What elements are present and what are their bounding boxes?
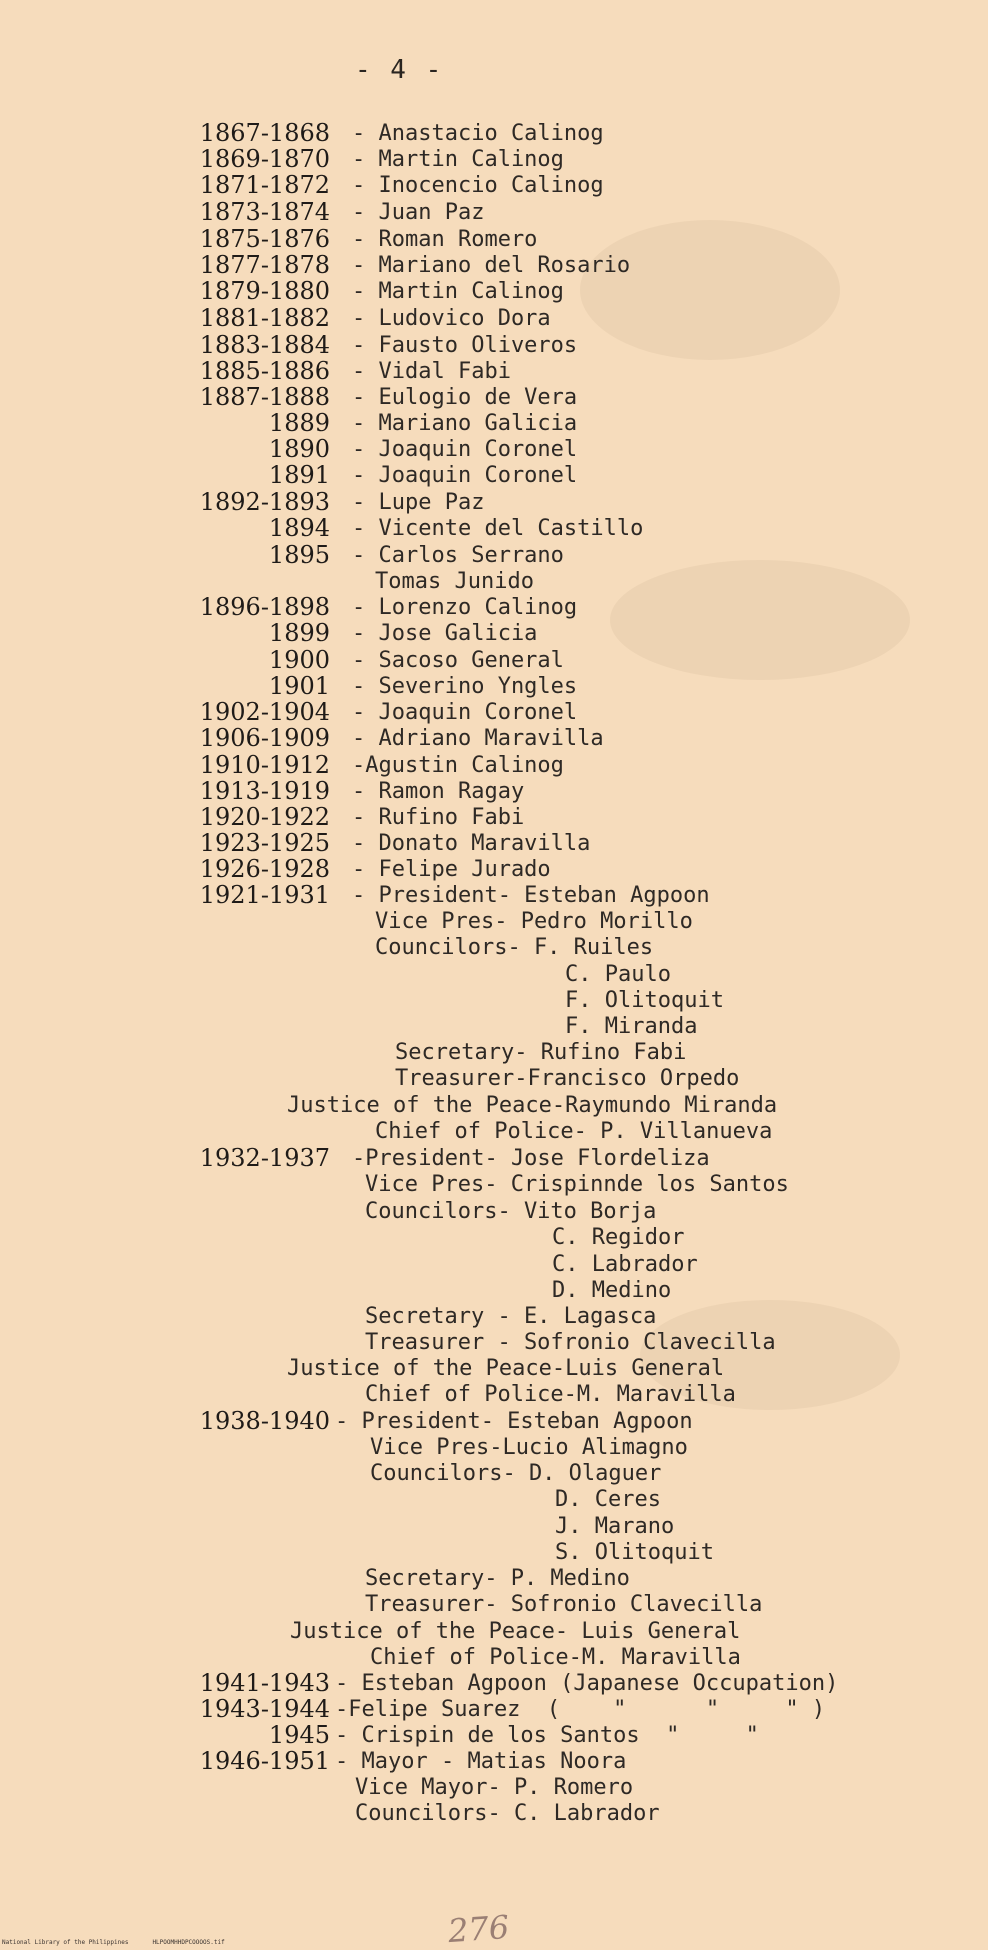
- entry-year: 1871-1872: [199, 171, 330, 199]
- entry-text: D. Ceres: [555, 1487, 661, 1512]
- entry-year: 1921-1931: [199, 881, 330, 909]
- scan-footer: [2, 1939, 249, 1946]
- entry-text: C. Regidor: [552, 1225, 685, 1250]
- entry-year: 1902-1904: [199, 698, 330, 726]
- entry-text: - Anastacio Calinog: [352, 121, 604, 146]
- footer-library: National Library of the Philippines: [2, 1939, 129, 1946]
- entry-text: Chief of Police- P. Villanueva: [375, 1119, 773, 1144]
- entry-text: - Fausto Oliveros: [352, 333, 578, 358]
- entry-text: J. Marano: [555, 1514, 675, 1539]
- entry-year: 1906-1909: [199, 724, 330, 752]
- entry-text: -Agustin Calinog: [352, 753, 564, 778]
- entry-year: 1891: [268, 461, 330, 489]
- entry-text: D. Medino: [552, 1278, 672, 1303]
- ink-bleed: [580, 220, 840, 360]
- entry-year: 1941-1943: [199, 1669, 330, 1697]
- entry-text: Vice Pres- Pedro Morillo: [375, 909, 693, 934]
- entry-year: 1889: [268, 409, 330, 437]
- entry-text: Vice Pres- Crispinnde los Santos: [365, 1172, 789, 1197]
- entry-text: - Sacoso General: [352, 648, 564, 673]
- entry-year: 1879-1880: [199, 277, 330, 305]
- entry-year: 1875-1876: [199, 225, 330, 253]
- entry-year: 1946-1951: [199, 1747, 330, 1775]
- entry-text: F. Olitoquit: [565, 988, 724, 1013]
- entry-text: Vice Pres-Lucio Alimagno: [370, 1435, 688, 1460]
- entry-year: 1926-1928: [199, 855, 330, 883]
- entry-text: - Lupe Paz: [352, 490, 485, 515]
- entry-text: F. Miranda: [565, 1014, 698, 1039]
- entry-year: 1887-1888: [199, 383, 330, 411]
- entry-text: - Jose Galicia: [352, 621, 538, 646]
- entry-text: Councilors- Vito Borja: [365, 1199, 657, 1224]
- entry-text: Secretary- P. Medino: [365, 1566, 630, 1591]
- entry-text: - President- Esteban Agpoon: [352, 883, 710, 908]
- entry-year: 1873-1874: [199, 198, 330, 226]
- entry-year: 1894: [268, 514, 330, 542]
- page-number: - 4 -: [355, 55, 444, 85]
- entry-text: Vice Mayor- P. Romero: [355, 1775, 634, 1800]
- entry-year: 1890: [268, 435, 330, 463]
- entry-year: 1900: [268, 646, 330, 674]
- entry-text: - Roman Romero: [352, 227, 538, 252]
- entry-text: - Lorenzo Calinog: [352, 595, 578, 620]
- entry-text: - Felipe Jurado: [352, 857, 551, 882]
- entry-text: - Mariano del Rosario: [352, 253, 631, 278]
- entry-text: Councilors- F. Ruiles: [375, 935, 654, 960]
- entry-text: - Martin Calinog: [352, 279, 564, 304]
- entry-text: Treasurer- Sofronio Clavecilla: [365, 1592, 763, 1617]
- entry-year: 1932-1937: [199, 1144, 330, 1172]
- entry-text: - Joaquin Coronel: [352, 700, 578, 725]
- entry-text: - Mariano Galicia: [352, 411, 578, 436]
- entry-text: - Joaquin Coronel: [352, 463, 578, 488]
- entry-text: S. Olitoquit: [555, 1540, 714, 1565]
- entry-text: Chief of Police-M. Maravilla: [365, 1382, 736, 1407]
- entry-year: 1885-1886: [199, 357, 330, 385]
- entry-text: Justice of the Peace-Raymundo Miranda: [287, 1093, 778, 1118]
- entry-text: Justice of the Peace- Luis General: [290, 1619, 741, 1644]
- entry-text: - Eulogio de Vera: [352, 385, 578, 410]
- entry-year: 1913-1919: [199, 777, 330, 805]
- entry-year: 1883-1884: [199, 331, 330, 359]
- entry-text: Tomas Junido: [375, 569, 534, 594]
- entry-year: 1945: [268, 1721, 330, 1749]
- entry-year: 1867-1868: [199, 119, 330, 147]
- entry-year: 1920-1922: [199, 803, 330, 831]
- entry-text: C. Paulo: [565, 962, 671, 987]
- entry-text: Secretary- Rufino Fabi: [395, 1040, 687, 1065]
- entry-text: - Carlos Serrano: [352, 543, 564, 568]
- entry-text: - Donato Maravilla: [352, 831, 591, 856]
- entry-text: - Ludovico Dora: [352, 306, 551, 331]
- handwritten-page-number: 276: [446, 1907, 511, 1950]
- entry-text: Secretary - E. Lagasca: [365, 1304, 657, 1329]
- entry-year: 1923-1925: [199, 829, 330, 857]
- footer-file: HLPOOMHHDPCOOOOS.tif: [152, 1939, 225, 1946]
- entry-year: 1938-1940: [199, 1407, 330, 1435]
- entry-year: 1869-1870: [199, 145, 330, 173]
- entry-year: 1910-1912: [199, 751, 330, 779]
- entry-text: -Felipe Suarez ( " " " ): [335, 1697, 826, 1722]
- entry-text: Treasurer-Francisco Orpedo: [395, 1066, 740, 1091]
- entry-text: -President- Jose Flordeliza: [352, 1146, 710, 1171]
- entry-text: Councilors- C. Labrador: [355, 1801, 660, 1826]
- entry-year: 1899: [268, 619, 330, 647]
- entry-year: 1901: [268, 672, 330, 700]
- entry-year: 1877-1878: [199, 251, 330, 279]
- entry-text: - Mayor - Matias Noora: [335, 1749, 627, 1774]
- entry-text: - Inocencio Calinog: [352, 173, 604, 198]
- entry-text: - Crispin de los Santos " ": [335, 1723, 759, 1748]
- entry-year: 1881-1882: [199, 304, 330, 332]
- entry-year: 1896-1898: [199, 593, 330, 621]
- entry-text: - Joaquin Coronel: [352, 437, 578, 462]
- entry-text: C. Labrador: [552, 1252, 698, 1277]
- entry-year: 1943-1944: [199, 1695, 330, 1723]
- entry-text: - President- Esteban Agpoon: [335, 1409, 693, 1434]
- entry-text: - Ramon Ragay: [352, 779, 525, 804]
- entry-text: - Adriano Maravilla: [352, 726, 604, 751]
- entry-text: - Severino Yngles: [352, 674, 578, 699]
- entry-year: 1892-1893: [199, 488, 330, 516]
- ink-bleed: [610, 560, 910, 680]
- entry-text: - Vicente del Castillo: [352, 516, 644, 541]
- entry-text: Councilors- D. Olaguer: [370, 1461, 662, 1486]
- entry-text: - Esteban Agpoon (Japanese Occupation): [335, 1671, 839, 1696]
- entry-text: - Vidal Fabi: [352, 359, 511, 384]
- entry-text: Justice of the Peace-Luis General: [287, 1356, 725, 1381]
- entry-year: 1895: [268, 541, 330, 569]
- entry-text: - Martin Calinog: [352, 147, 564, 172]
- entry-text: Chief of Police-M. Maravilla: [370, 1645, 741, 1670]
- entry-text: Treasurer - Sofronio Clavecilla: [365, 1330, 776, 1355]
- entry-text: - Rufino Fabi: [352, 805, 525, 830]
- entry-text: - Juan Paz: [352, 200, 485, 225]
